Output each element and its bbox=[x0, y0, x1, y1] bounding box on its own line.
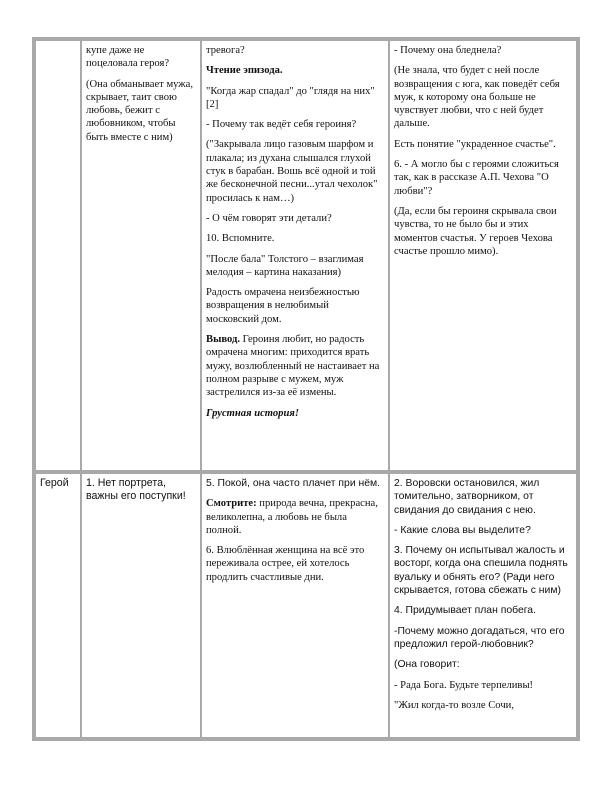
paragraph: - О чём говорят эти детали? bbox=[206, 212, 332, 224]
paragraph-text: природа вечна, прекрасна, великолепна, а любовь не была полной. bbox=[206, 498, 378, 536]
document-table bbox=[32, 37, 580, 741]
paragraph: (Она обманывает мужа, скрывает, таит свою любовь, бежит с любовником, чтобы быть вместе с ним) bbox=[86, 78, 193, 143]
table-cell bbox=[389, 473, 577, 738]
table-cell bbox=[81, 40, 201, 473]
paragraph: тревога? bbox=[206, 45, 245, 56]
table-cell bbox=[201, 473, 389, 738]
paragraph: 1. Нет портрета, важны его поступки! bbox=[86, 477, 186, 503]
paragraph: 4. Придумывает план побега. bbox=[394, 605, 536, 617]
paragraph: купе даже не поцеловала героя? bbox=[86, 45, 170, 70]
table-row bbox=[35, 473, 577, 738]
conclusion-label: Вывод. bbox=[206, 334, 240, 346]
paragraph: 10. Вспомните. bbox=[206, 233, 275, 245]
paragraph: 6. - А могло бы с героями сложиться так, как в рассказе А.П. Чехова "О любви"? bbox=[394, 159, 559, 197]
paragraph: (Она говорит: bbox=[394, 659, 460, 671]
paragraph: Грустная история! bbox=[206, 407, 299, 419]
paragraph: - Почему она бледнела? bbox=[394, 45, 502, 56]
paragraph: Есть понятие "украденное счастье". bbox=[394, 138, 556, 150]
paragraph: 5. Покой, она часто плачет при нём. bbox=[206, 478, 381, 489]
paragraph: - Рада Бога. Будьте терпеливы! bbox=[394, 679, 534, 691]
table-cell bbox=[201, 40, 389, 473]
paragraph bbox=[206, 497, 384, 537]
paragraph: - Почему так ведёт себя героиня? bbox=[206, 119, 357, 131]
paragraph: ("Закрывала лицо газовым шарфом и плакала; из духана слышался глухой стук в барабан. Вошь всё одной и той же бесконечной песни...утал чехолок" просилась к нам…) bbox=[206, 139, 378, 204]
row-label-cell bbox=[35, 40, 81, 473]
paragraph: "Когда жар спадал" до "глядя на них" [2] bbox=[206, 85, 375, 110]
paragraph: "Жил когда-то возле Сочи, bbox=[394, 699, 514, 711]
row-label-cell: Герой bbox=[35, 473, 81, 738]
paragraph: (Да, если бы героиня скрывала свои чувства, то не было бы и этих моментов счастья. У героев Чехова счастье прошло мимо). bbox=[394, 205, 557, 257]
table-row bbox=[35, 40, 577, 473]
paragraph: 3. Почему он испытывал жалость и восторг, когда она спешила поднять вуальку и обнять его? (Ради него скрывается, готова сбежать с ним) bbox=[394, 545, 568, 597]
paragraph: Радость омрачена неизбежностью возвращения в нелюбимый московский дом. bbox=[206, 287, 360, 325]
conclusion-text: Героиня любит, но радость омрачена многим: приходится врать мужу, возлюбленный не настаивает на полном разрыве с мужем, муж застрелился из-за её измены. bbox=[206, 334, 380, 399]
paragraph: (Не знала, что будет с ней после возвращения с юга, как поведёт себя муж, к которому она больше не чувствует любви, что с ней будет дальше. bbox=[394, 65, 560, 130]
paragraph: -Почему можно догадаться, что его предложил герой-любовник? bbox=[394, 625, 565, 650]
paragraph bbox=[206, 333, 384, 399]
paragraph: - Какие слова вы выделите? bbox=[394, 524, 531, 536]
paragraph: Чтение эпизода. bbox=[206, 65, 283, 77]
table-cell bbox=[389, 40, 577, 473]
paragraph: 6. Влюблённая женщина на всё это переживала острее, ей хотелось продлить счастливые дни. bbox=[206, 545, 365, 583]
paragraph: "После бала" Толстого – взаглимая мелодия – картина наказания) bbox=[206, 253, 364, 278]
table-cell bbox=[81, 473, 201, 738]
paragraph: 2. Воровски остановился, жил томительно, затворником, от свидания до свидания с нею. bbox=[394, 478, 540, 516]
emphasis-label: Смотрите: bbox=[206, 498, 257, 510]
